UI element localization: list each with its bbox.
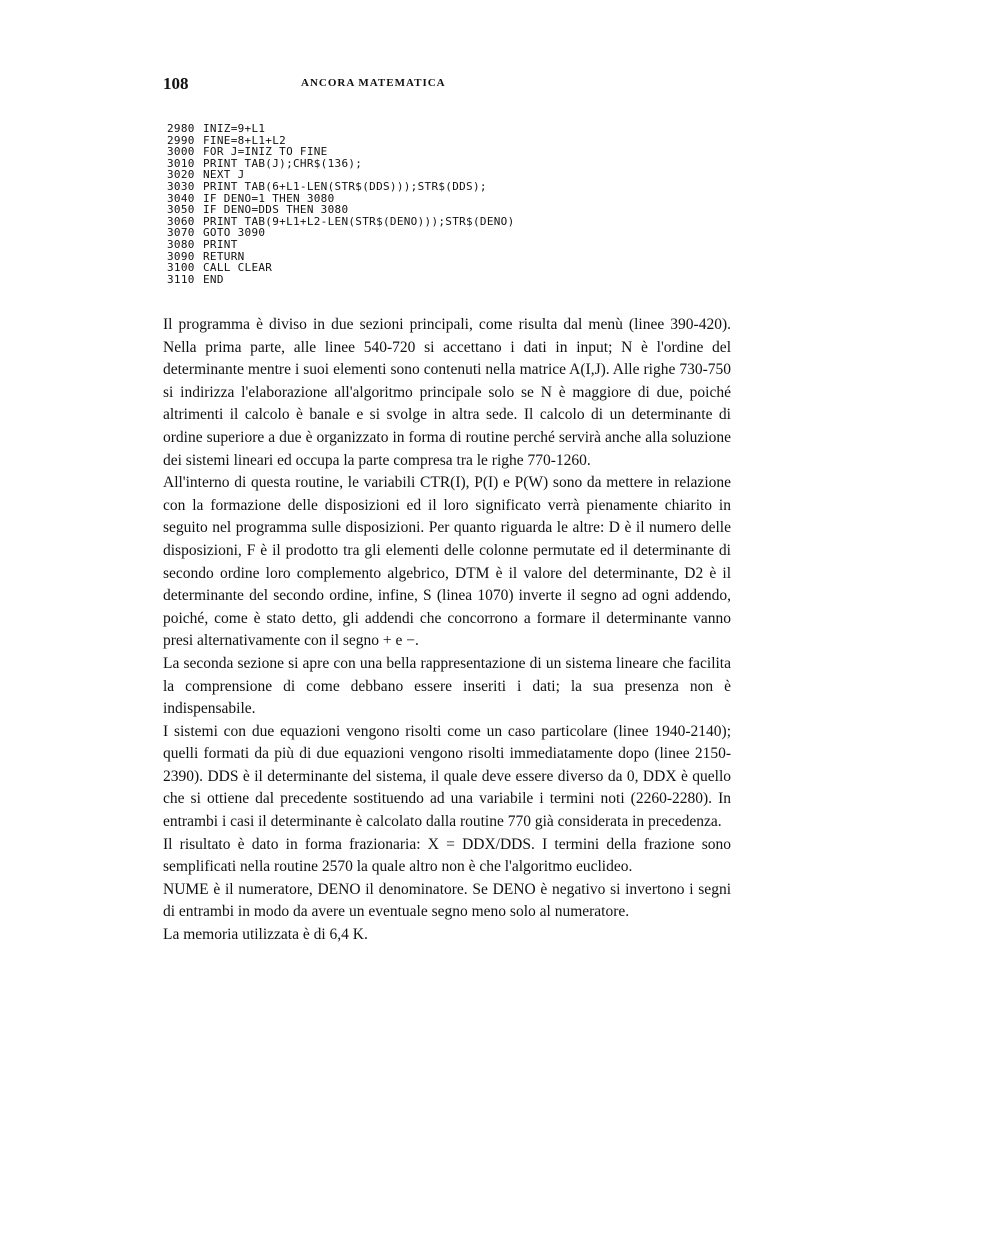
- code-line: [167, 227, 767, 239]
- code-statement: RETURN: [203, 249, 245, 263]
- code-line: [167, 239, 767, 251]
- paragraph: Il programma è diviso in due sezioni principali, come risulta dal menù (linee 390-420). Nella prima parte, alle linee 540-720 si accettano i dati in input; N è l'ordine del determinante mentre i suoi elementi sono contenuti nella matrice A(I,J). Alle righe 730-750 si indirizza l'elaborazione all'algoritmo principale solo se N è maggiore di due, poiché altrimenti il calcolo è banale e si svolge in altra sede. Il calcolo di un determinante di ordine superiore a due è organizzato in forma di routine perché servirà anche alla soluzione dei sistemi lineari ed occupa la parte compresa tra le righe 770-1260.: [163, 316, 731, 469]
- code-line: [167, 158, 767, 170]
- code-statement: NEXT J: [203, 168, 245, 182]
- line-number: 3040: [167, 191, 195, 205]
- page-header: [163, 74, 803, 98]
- paragraph: NUME è il numeratore, DENO il denominatore. Se DENO è negativo si invertono i segni di entrambi in modo da avere un eventuale segno meno solo al numeratore.: [163, 880, 731, 921]
- line-number: 3010: [167, 156, 195, 170]
- line-number: 3110: [167, 272, 195, 286]
- line-number: 3000: [167, 145, 195, 159]
- code-statement: CALL CLEAR: [203, 261, 273, 275]
- code-statement: IF DENO=1 THEN 3080: [203, 191, 335, 205]
- line-number: 3100: [167, 261, 195, 275]
- line-number: 3060: [167, 214, 195, 228]
- line-number: 3020: [167, 168, 195, 182]
- paragraph: La seconda sezione si apre con una bella rappresentazione di un sistema lineare che facilita la comprensione di come debbano essere inseriti i dati; la sua presenza non è indispensabile.: [163, 654, 731, 718]
- paragraph: All'interno di questa routine, le variabili CTR(I), P(I) e P(W) sono da mettere in relazione con la formazione delle disposizioni ed il loro significato verrà pienamente chiarito in seguito nel programma sulle disposizioni. Per quanto riguarda le altre: D è il numero delle disposizioni, F è il prodotto tra gli elementi delle colonne permutate ed il determinante di secondo ordine loro complemento algebrico, DTM è il valore del determinante, D2 è il determinante del secondo ordine, infine, S (linea 1070) inverte il segno ad ogni addendo, poiché, come è stato detto, gli addendi che concorrono a formare il determinante vanno presi alternativamente con il segno + e −.: [163, 474, 731, 650]
- code-statement: END: [203, 272, 224, 286]
- code-line: [167, 262, 767, 274]
- line-number: 3090: [167, 249, 195, 263]
- line-number: 3080: [167, 237, 195, 251]
- line-number: 2980: [167, 122, 195, 135]
- code-statement: GOTO 3090: [203, 226, 266, 240]
- paragraph: La memoria utilizzata è di 6,4 K.: [163, 926, 368, 944]
- code-statement: FOR J=INIZ TO FINE: [203, 145, 328, 159]
- line-number: 3050: [167, 203, 195, 217]
- code-line: [167, 274, 767, 286]
- program-listing: [167, 123, 767, 285]
- paragraph: I sistemi con due equazioni vengono risolti come un caso particolare (linee 1940-2140); quelli formati da più di due equazioni vengono risolti immediatamente dopo (linee 2150-2390). DDS è il determinante del sistema, il quale deve essere diverso da 0, DDX è quello che si ottiene dal precedente sostituendo ad una variabile i termini noti (2260-2280). In entrambi i casi il determinante è calcolato dalla routine 770 già considerata in precedenza.: [163, 722, 731, 831]
- code-statement: PRINT: [203, 237, 238, 251]
- code-statement: PRINT TAB(9+L1+L2-LEN(STR$(DENO)));STR$(DENO): [203, 214, 515, 228]
- code-statement: IF DENO=DDS THEN 3080: [203, 203, 349, 217]
- page-number: 108: [163, 74, 189, 93]
- body-text: [163, 314, 731, 947]
- code-statement: PRINT TAB(6+L1-LEN(STR$(DDS)));STR$(DDS);: [203, 179, 487, 193]
- code-statement: PRINT TAB(J);CHR$(136);: [203, 156, 363, 170]
- running-title: ANCORA MATEMATICA: [301, 77, 446, 89]
- line-number: 2990: [167, 133, 195, 147]
- code-statement: FINE=8+L1+L2: [203, 133, 287, 147]
- line-number: 3030: [167, 179, 195, 193]
- code-statement: INIZ=9+L1: [203, 122, 266, 135]
- line-number: 3070: [167, 226, 195, 240]
- paragraph: Il risultato è dato in forma frazionaria: X = DDX/DDS. I termini della frazione sono semplificati nella routine 2570 la quale altro non è che l'algoritmo euclideo.: [163, 835, 731, 876]
